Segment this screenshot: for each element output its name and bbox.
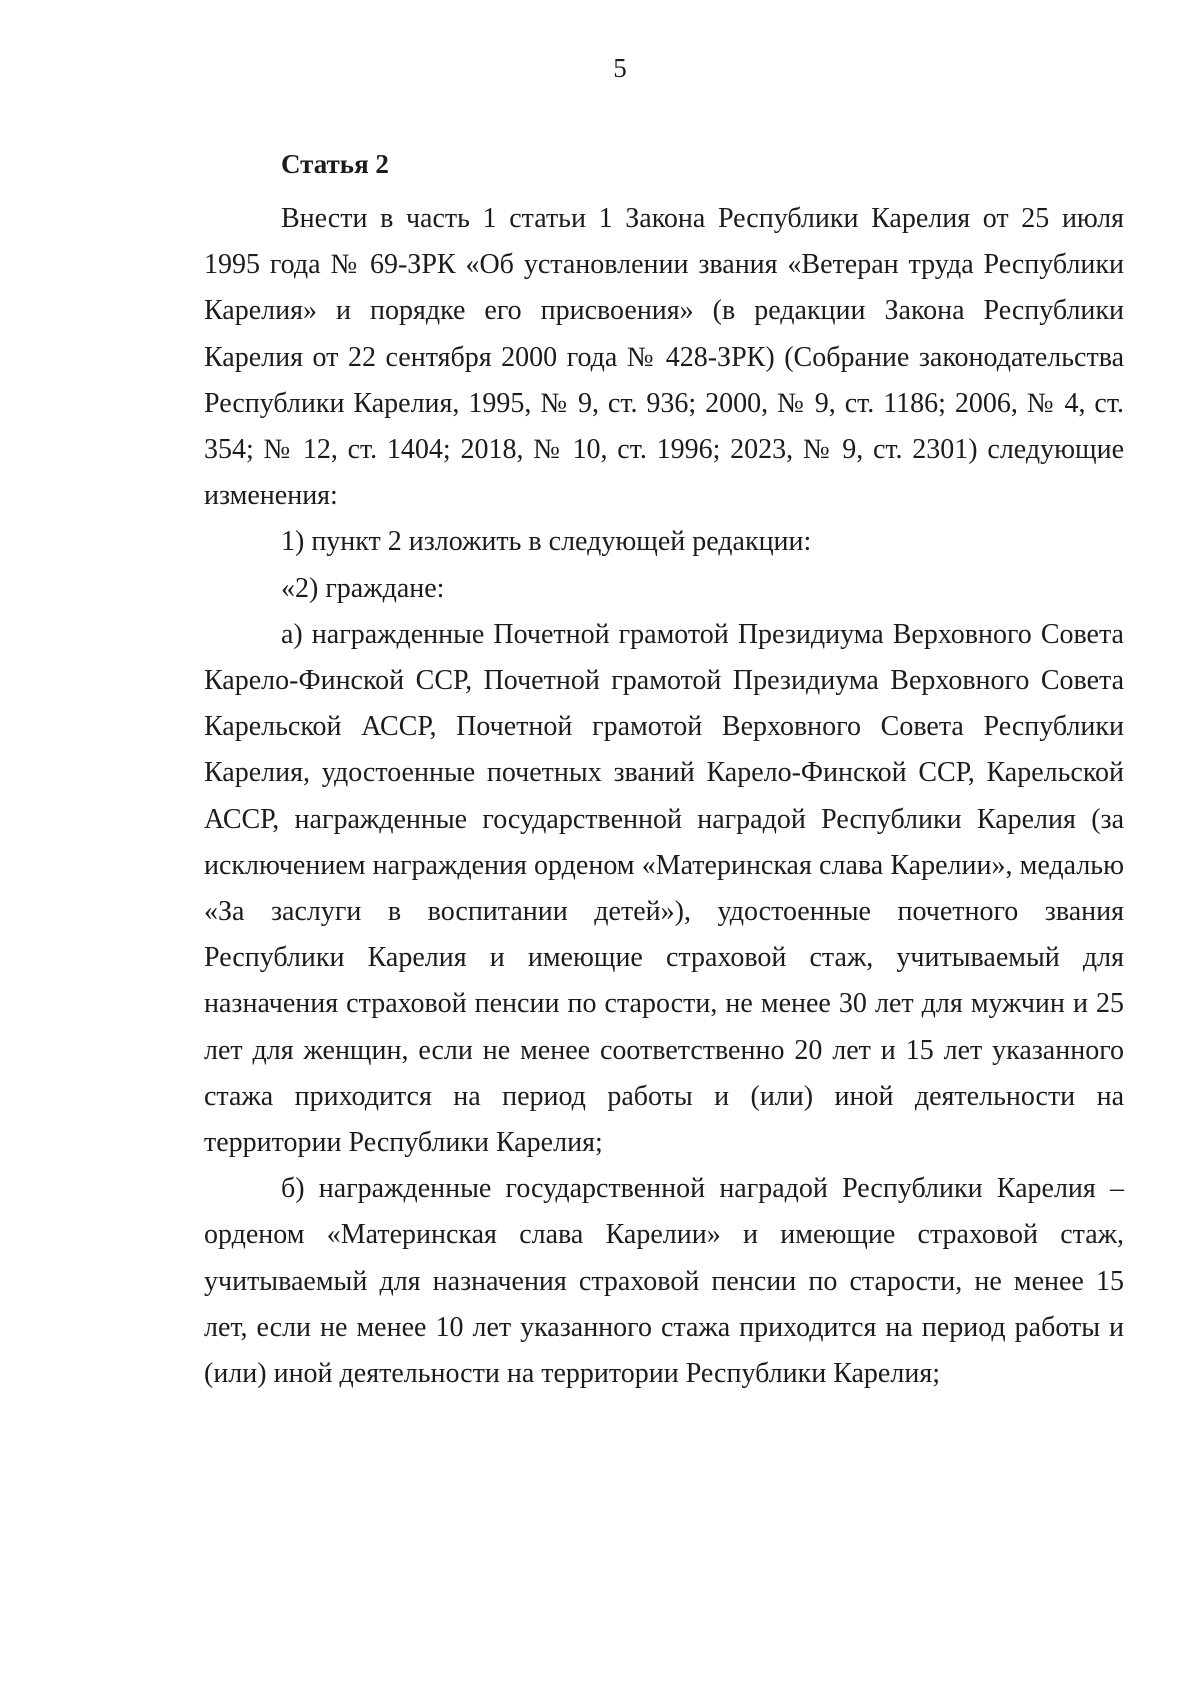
article-heading: Статья 2 xyxy=(281,149,389,179)
article-body xyxy=(204,196,1124,1397)
page-number: 5 xyxy=(613,53,627,83)
paragraph-subitem-a: а) награжденные Почетной грамотой Президиума Верховного Совета Карело-Финской ССР, Почетной грамотой Президиума Верховного Совета Карельской АССР, Почетной грамотой Верховного Совета Республики Карелия, удостоенные почетных званий Карело-Финской ССР, Карельской АССР, награжденные государственной наградой Республики Карелия (за исключением награждения орденом «Материнская слава Карелии», медалью «За заслуги в воспитании детей»), удостоенные почетного звания Республики Карелия и имеющие страховой стаж, учитываемый для назначения страховой пенсии по старости, не менее 30 лет для мужчин и 25 лет для женщин, если не менее соответственно 20 лет и 15 лет указанного стажа приходится на период работы и (или) иной деятельности на территории Республики Карелия; xyxy=(204,618,1124,1159)
paragraph-item-1: 1) пункт 2 изложить в следующей редакции: xyxy=(281,526,812,558)
paragraph-intro: Внести в часть 1 статьи 1 Закона Республики Карелия от 25 июля 1995 года № 69-ЗРК «Об установлении звания «Ветеран труда Республики Карелия» и порядке его присвоения» (в редакции Закона Республики Карелия от 22 сентября 2000 года № 428-ЗРК) (Собрание законодательства Республики Карелия, 1995, № 9, ст. 936; 2000, № 9, ст. 1186; 2006, № 4, ст. 354; № 12, ст. 1404; 2018, № 10, ст. 1996; 2023, № 9, ст. 2301) следующие изменения: xyxy=(204,203,1124,512)
paragraph-subitem-b: б) награжденные государственной наградой Республики Карелия – орденом «Материнская слава Карелии» и имеющие страховой стаж, учитываемый для назначения страховой пенсии по старости, не менее 15 лет, если не менее 10 лет указанного стажа приходится на период работы и (или) иной деятельности на территории Республики Карелия; xyxy=(204,1173,1124,1390)
paragraph-item-2-opening: «2) граждане: xyxy=(281,572,445,604)
